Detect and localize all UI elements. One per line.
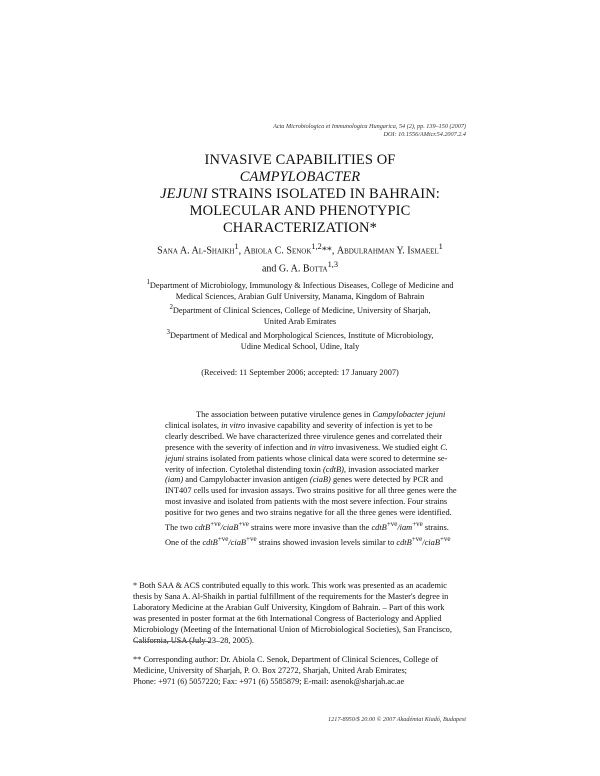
author-name: Abiola C. Senok — [243, 245, 312, 257]
affiliation-text: Department of Clinical Sciences, College of Medicine, University of Sharjah, — [172, 305, 431, 315]
gene-marker: +ve — [439, 534, 451, 543]
abstract-text: invasive capability and severity of infection is yet to be — [245, 420, 433, 430]
abstract-italic: (iam) — [165, 475, 184, 485]
title-text: MOLECULAR AND PHENOTYPIC — [189, 203, 411, 219]
affiliations — [125, 277, 475, 353]
abstract-text: verity of infection. Cytolethal distending toxin — [165, 464, 323, 474]
gene-marker: +ve — [246, 534, 257, 543]
affiliation-text: Medical Sciences, Arabian Gulf University, Manama, Kingdom of Bahrain — [175, 291, 425, 301]
abstract-text: strains isolated from patients whose clinical data were scored to determine se- — [184, 453, 448, 463]
title-italic-text: JEJUNI — [160, 186, 208, 202]
gene-name: cdtB — [202, 537, 218, 547]
abstract-text: genes were detected by PCR and — [330, 475, 443, 485]
title-italic-text: CAMPYLOBACTER — [239, 169, 361, 185]
journal-citation-line: Acta Microbiologica et Immunologica Hungarica, 54 (2), pp. 139–150 (2007) — [273, 123, 466, 130]
corresponding-author-text: Phone: +971 (6) 5057220; Fax: +971 (6) 5585879; E-mail: asenok@sharjah.ac.ae — [133, 676, 405, 686]
abstract-text: invasiveness. We studied eight — [333, 442, 441, 452]
abstract-text: invasion associated marker — [345, 464, 439, 474]
affiliation-text: Department of Microbiology, Immunology & Infectious Diseases, College of Medicine and — [149, 280, 454, 290]
affiliation-number: 3 — [166, 329, 170, 337]
affiliation-text: Udine Medical School, Udine, Italy — [240, 342, 360, 352]
footnote-text: Microbiology (Meeting of the International Union of Microbiological Societies), San Francisco, — [133, 625, 452, 635]
copyright-footer: 1217-8950/$ 20.00 © 2007 Akadémiai Kiadó, Budapest — [328, 716, 466, 723]
abstract-text: INT407 cells used for invasion assays. Two strains positive for all three genes were the — [165, 486, 457, 496]
footnote-text: was presented in poster format at the 6th International Congress of Bacteriology and Applied — [133, 614, 442, 624]
author-affiliation-mark: 1 — [438, 242, 443, 251]
abstract-text: and Campylobacter invasion antigen — [183, 475, 310, 485]
affiliation-text: Department of Medical and Morphological Sciences, Institute of Microbiology, — [169, 331, 434, 341]
gene-marker: +ve — [217, 534, 229, 543]
abstract-text: positive for two genes and two strains negative for all the three genes were identified. — [165, 508, 452, 518]
footnote-gap — [133, 647, 465, 654]
footnotes — [133, 580, 465, 687]
abstract-text: One of the — [165, 537, 203, 547]
gene-name: cdtB — [371, 522, 387, 532]
abstract — [165, 410, 467, 548]
abstract-text: The two — [165, 522, 195, 532]
gene-marker: +ve — [210, 520, 221, 529]
gene-name: /iam — [397, 522, 413, 532]
doi-line: DOI: 10.1556/AMicr.54.2007.2.4 — [383, 131, 466, 138]
footnote-text: thesis by Sana A. Al-Shaikh in partial fulfillment of the requirements for the Master's degree in — [133, 592, 449, 602]
author-affiliation-mark: 1,2 — [311, 242, 322, 251]
footnote-divider — [133, 641, 211, 642]
footnote-text: California, USA (July 23–28, 2005). — [133, 636, 254, 646]
gene-name: /ciaB — [220, 522, 239, 532]
author-affiliation-mark: 1 — [234, 242, 239, 251]
author-conjunction: and — [261, 263, 279, 275]
title-text: STRAINS ISOLATED IN BAHRAIN: — [207, 186, 440, 202]
title-text: INVASIVE CAPABILITIES OF — [204, 152, 396, 168]
affiliation-number: 2 — [169, 304, 173, 312]
footnote-text: * Both SAA & ACS contributed equally to this work. This work was presented as an academic — [133, 581, 447, 590]
gene-name: /ciaB — [422, 537, 440, 547]
author-list: Sana A. Al-Shaikh$^1$, Abiola C. Senok$^{1,2}$**, Abdulrahman Y. Ismaeel$^1$ and G. A. Botta$^{1,3}$ — [157, 242, 443, 275]
abstract-italic: in vitro — [221, 420, 246, 430]
abstract-italic: jejuni — [165, 453, 185, 463]
author-affiliation-mark: 1,3 — [327, 260, 339, 270]
abstract-italic: C. — [440, 442, 448, 452]
abstract-text: strains. — [422, 522, 449, 532]
abstract-text: presence with the severity of infection and — [165, 442, 310, 452]
abstract-italic: Campylobacter jejuni — [372, 410, 446, 419]
author-name: Abdulrahman Y. Ismaeel — [336, 245, 439, 257]
gene-name: cdtB — [194, 522, 211, 532]
abstract-text: The association between putative virulence genes in — [196, 410, 373, 419]
gene-marker: +ve — [412, 520, 423, 529]
abstract-italic: (ciaB) — [309, 475, 331, 485]
footnote-text: Laboratory Medicine at the Arabian Gulf University, Kingdom of Bahrain. – Part of this work — [133, 603, 445, 613]
article-title — [150, 152, 450, 237]
corresponding-author-text: ** Corresponding author: Dr. Abiola C. Senok, Department of Clinical Sciences, College of — [133, 654, 439, 664]
title-text: CHARACTERIZATION* — [223, 220, 377, 236]
affiliation-number: 1 — [146, 279, 150, 286]
gene-name: cdtB — [396, 537, 412, 547]
abstract-italic: (cdtB), — [322, 464, 346, 474]
received-dates: (Received: 11 September 2006; accepted: 17 January 2007) — [201, 368, 399, 377]
gene-marker: +ve — [411, 534, 423, 543]
gene-marker: +ve — [238, 520, 249, 529]
author-name: Sana A. Al-Shaikh — [157, 245, 235, 257]
abstract-text: strains were more invasive than the — [248, 522, 372, 532]
affiliation-text: United Arab Emirates — [263, 317, 337, 327]
abstract-italic: in vitro — [309, 442, 334, 452]
journal-citation — [273, 123, 466, 139]
abstract-text: clinical isolates, — [165, 420, 222, 430]
abstract-text: clearly described. We have characterized three virulence genes and correlated their — [165, 431, 443, 441]
abstract-text: most invasive and isolated from patients with the most severe infection. Four strains — [165, 497, 448, 507]
author-name: G. A. Botta — [278, 263, 328, 275]
gene-marker: +ve — [386, 520, 398, 529]
corresponding-mark: ** — [321, 245, 332, 257]
gene-name: /ciaB — [228, 537, 247, 547]
abstract-text: strains showed invasion levels similar to — [256, 537, 397, 547]
corresponding-author-text: Medicine, University of Sharjah, P. O. Box 27272, Sharjah, United Arab Emirates; — [133, 665, 407, 675]
